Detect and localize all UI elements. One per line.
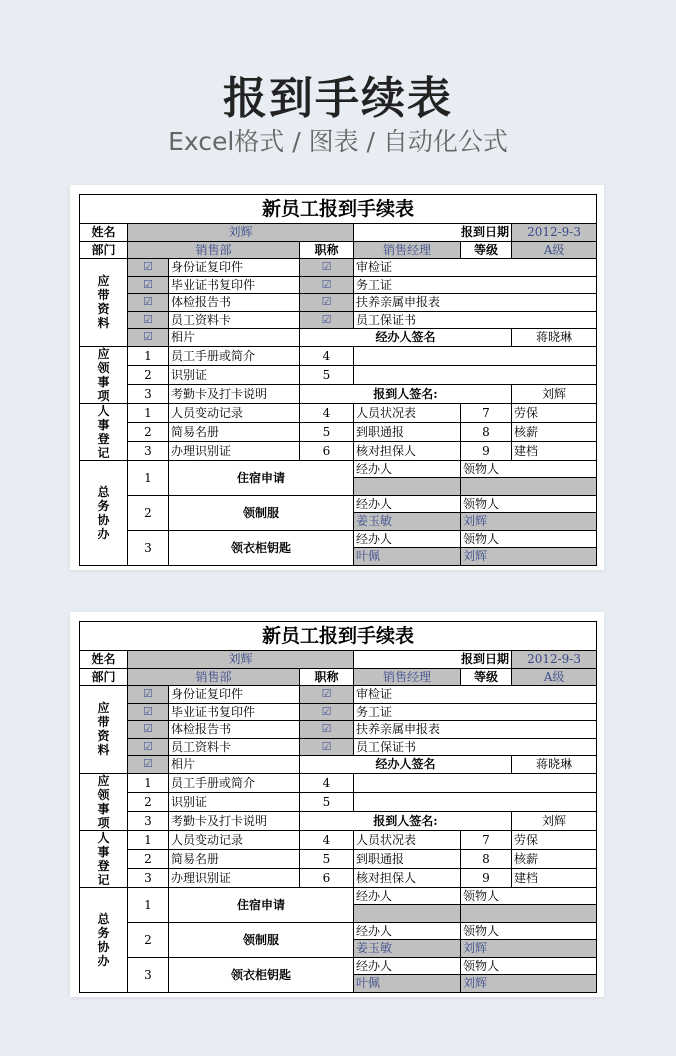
dept-label: 部门 xyxy=(80,241,128,259)
affairs-no: 2 xyxy=(128,922,169,957)
hr-item: 核对担保人 xyxy=(354,868,461,887)
bring-item: 身份证复印件 xyxy=(169,259,300,277)
receive-no-right: 5 xyxy=(300,792,354,811)
hr-item: 简易名册 xyxy=(169,849,300,868)
handler-value[interactable]: 叶佩 xyxy=(354,548,461,566)
hr-item: 到职通报 xyxy=(354,849,461,868)
bring-item: 毕业证书复印件 xyxy=(169,703,300,721)
handler-label: 经办人 xyxy=(354,887,461,905)
hr-item: 人员变动记录 xyxy=(169,403,300,422)
hr-no: 1 xyxy=(128,403,169,422)
form-card-1 xyxy=(70,185,604,570)
bring-item: 身份证复印件 xyxy=(169,686,300,704)
hr-item: 建档 xyxy=(512,868,597,887)
handler-label: 经办人 xyxy=(354,922,461,940)
section-affairs-label: 总 务 协 办 xyxy=(80,887,128,992)
receiver-value[interactable]: 刘辉 xyxy=(461,548,597,566)
checkbox-icon[interactable]: ☑ xyxy=(300,721,354,739)
hr-no: 6 xyxy=(300,868,354,887)
receiver-value[interactable] xyxy=(461,478,597,496)
handler-value[interactable] xyxy=(354,905,461,923)
bring-item-right: 扶养亲属申报表 xyxy=(354,294,597,312)
position-label: 职称 xyxy=(300,668,354,686)
hr-item: 核薪 xyxy=(512,849,597,868)
hr-item: 办理识别证 xyxy=(169,441,300,460)
hr-item: 核薪 xyxy=(512,422,597,441)
hr-no: 1 xyxy=(128,830,169,849)
bring-item: 员工资料卡 xyxy=(169,738,300,756)
hr-no: 3 xyxy=(128,868,169,887)
receive-no-right: 4 xyxy=(300,773,354,792)
receiver-label: 领物人 xyxy=(461,530,597,548)
checkbox-icon[interactable]: ☑ xyxy=(128,686,169,704)
receive-item-right[interactable] xyxy=(354,365,597,384)
receive-item: 识别证 xyxy=(169,365,300,384)
receive-no: 2 xyxy=(128,365,169,384)
handler-sign-value[interactable]: 蒋晓琳 xyxy=(512,329,597,347)
section-receive-label: 应 领 事 项 xyxy=(80,346,128,403)
checkbox-icon[interactable]: ☑ xyxy=(128,259,169,277)
dept-value[interactable]: 销售部 xyxy=(128,241,300,259)
onboarding-form-table xyxy=(79,194,597,566)
hr-no: 3 xyxy=(128,441,169,460)
reporter-sign-value[interactable]: 刘辉 xyxy=(512,811,597,830)
handler-value[interactable]: 叶佩 xyxy=(354,975,461,993)
handler-sign-label: 经办人签名 xyxy=(300,329,512,347)
section-affairs-label: 总 务 协 办 xyxy=(80,460,128,565)
receiver-value[interactable]: 刘辉 xyxy=(461,975,597,993)
handler-label: 经办人 xyxy=(354,460,461,478)
date-label: 报到日期 xyxy=(354,651,512,669)
dept-value[interactable]: 销售部 xyxy=(128,668,300,686)
receive-item-right[interactable] xyxy=(354,346,597,365)
receive-no-right: 4 xyxy=(300,346,354,365)
hr-no: 2 xyxy=(128,422,169,441)
form-sheet xyxy=(79,621,596,993)
checkbox-icon[interactable]: ☑ xyxy=(128,329,169,347)
checkbox-icon[interactable]: ☑ xyxy=(128,276,169,294)
hr-no: 2 xyxy=(128,849,169,868)
affairs-no: 3 xyxy=(128,530,169,565)
hr-no: 7 xyxy=(461,830,512,849)
date-label: 报到日期 xyxy=(354,224,512,242)
hr-item: 人员状况表 xyxy=(354,830,461,849)
bring-item-right: 扶养亲属申报表 xyxy=(354,721,597,739)
receiver-value[interactable] xyxy=(461,905,597,923)
bring-item-right: 务工证 xyxy=(354,276,597,294)
affairs-no: 2 xyxy=(128,495,169,530)
receiver-label: 领物人 xyxy=(461,460,597,478)
reporter-sign-label: 报到人签名: xyxy=(300,384,512,403)
page-title: 报到手续表 xyxy=(223,73,453,124)
receive-item-right[interactable] xyxy=(354,773,597,792)
name-label: 姓名 xyxy=(80,651,128,669)
hr-no: 6 xyxy=(300,441,354,460)
affairs-item: 领衣柜钥匙 xyxy=(169,530,354,565)
bring-item-right: 审检证 xyxy=(354,259,597,277)
receiver-value[interactable]: 刘辉 xyxy=(461,940,597,958)
onboarding-form-table xyxy=(79,621,597,993)
bring-item: 员工资料卡 xyxy=(169,311,300,329)
checkbox-icon[interactable]: ☑ xyxy=(300,703,354,721)
hr-no: 5 xyxy=(300,422,354,441)
affairs-no: 3 xyxy=(128,957,169,992)
receive-no: 3 xyxy=(128,811,169,830)
checkbox-icon[interactable]: ☑ xyxy=(128,294,169,312)
bring-item-right: 审检证 xyxy=(354,686,597,704)
section-hr-label: 人 事 登 记 xyxy=(80,403,128,460)
handler-label: 经办人 xyxy=(354,495,461,513)
name-value[interactable]: 刘辉 xyxy=(128,224,354,242)
handler-sign-value[interactable]: 蒋晓琳 xyxy=(512,756,597,774)
section-bring-label: 应 带 资 料 xyxy=(80,686,128,774)
hr-item: 劳保 xyxy=(512,830,597,849)
receive-no: 2 xyxy=(128,792,169,811)
hr-item: 办理识别证 xyxy=(169,868,300,887)
hr-item: 劳保 xyxy=(512,403,597,422)
checkbox-icon[interactable]: ☑ xyxy=(128,721,169,739)
hr-no: 8 xyxy=(461,849,512,868)
receive-no-right: 5 xyxy=(300,365,354,384)
receive-item: 员工手册或简介 xyxy=(169,346,300,365)
section-receive-label: 应 领 事 项 xyxy=(80,773,128,830)
receive-no: 1 xyxy=(128,346,169,365)
receiver-label: 领物人 xyxy=(461,957,597,975)
hr-item: 到职通报 xyxy=(354,422,461,441)
name-label: 姓名 xyxy=(80,224,128,242)
form-card-2 xyxy=(70,612,604,997)
hr-item: 建档 xyxy=(512,441,597,460)
position-label: 职称 xyxy=(300,241,354,259)
bring-item-right: 员工保证书 xyxy=(354,738,597,756)
form-title: 新员工报到手续表 xyxy=(80,195,597,224)
receive-no: 1 xyxy=(128,773,169,792)
receiver-value[interactable]: 刘辉 xyxy=(461,513,597,531)
checkbox-icon[interactable]: ☑ xyxy=(300,259,354,277)
dept-label: 部门 xyxy=(80,668,128,686)
affairs-no: 1 xyxy=(128,460,169,495)
grade-value[interactable]: A级 xyxy=(512,668,597,686)
receive-no: 3 xyxy=(128,384,169,403)
receiver-label: 领物人 xyxy=(461,887,597,905)
checkbox-icon[interactable]: ☑ xyxy=(128,311,169,329)
date-value[interactable]: 2012-9-3 xyxy=(512,651,597,669)
receive-item: 考勤卡及打卡说明 xyxy=(169,811,300,830)
checkbox-icon[interactable]: ☑ xyxy=(128,738,169,756)
handler-value[interactable] xyxy=(354,478,461,496)
grade-label: 等级 xyxy=(461,668,512,686)
hr-item: 简易名册 xyxy=(169,422,300,441)
hr-no: 9 xyxy=(461,441,512,460)
form-title: 新员工报到手续表 xyxy=(80,622,597,651)
page-subtitle: Excel格式 / 图表 / 自动化公式 xyxy=(168,127,508,156)
hr-no: 7 xyxy=(461,403,512,422)
checkbox-icon[interactable]: ☑ xyxy=(128,703,169,721)
affairs-item: 住宿申请 xyxy=(169,460,354,495)
date-value[interactable]: 2012-9-3 xyxy=(512,224,597,242)
hr-no: 4 xyxy=(300,403,354,422)
checkbox-icon[interactable]: ☑ xyxy=(300,686,354,704)
grade-label: 等级 xyxy=(461,241,512,259)
handler-value[interactable]: 姜玉敏 xyxy=(354,513,461,531)
affairs-item: 领衣柜钥匙 xyxy=(169,957,354,992)
hr-no: 5 xyxy=(300,849,354,868)
hr-no: 4 xyxy=(300,830,354,849)
receive-item: 识别证 xyxy=(169,792,300,811)
checkbox-icon[interactable]: ☑ xyxy=(300,294,354,312)
hr-no: 9 xyxy=(461,868,512,887)
checkbox-icon[interactable]: ☑ xyxy=(300,311,354,329)
grade-value[interactable]: A级 xyxy=(512,241,597,259)
bring-item: 相片 xyxy=(169,329,300,347)
checkbox-icon[interactable]: ☑ xyxy=(300,276,354,294)
bring-item: 体检报告书 xyxy=(169,721,300,739)
checkbox-icon[interactable]: ☑ xyxy=(128,756,169,774)
bring-item: 相片 xyxy=(169,756,300,774)
bring-item: 体检报告书 xyxy=(169,294,300,312)
hr-no: 8 xyxy=(461,422,512,441)
receive-item: 考勤卡及打卡说明 xyxy=(169,384,300,403)
affairs-item: 住宿申请 xyxy=(169,887,354,922)
handler-label: 经办人 xyxy=(354,530,461,548)
section-hr-label: 人 事 登 记 xyxy=(80,830,128,887)
receiver-label: 领物人 xyxy=(461,495,597,513)
position-value[interactable]: 销售经理 xyxy=(354,241,461,259)
handler-value[interactable]: 姜玉敏 xyxy=(354,940,461,958)
checkbox-icon[interactable]: ☑ xyxy=(300,738,354,756)
receive-item: 员工手册或简介 xyxy=(169,773,300,792)
bring-item: 毕业证书复印件 xyxy=(169,276,300,294)
affairs-no: 1 xyxy=(128,887,169,922)
affairs-item: 领制服 xyxy=(169,922,354,957)
handler-sign-label: 经办人签名 xyxy=(300,756,512,774)
hr-item: 人员变动记录 xyxy=(169,830,300,849)
reporter-sign-value[interactable]: 刘辉 xyxy=(512,384,597,403)
affairs-item: 领制服 xyxy=(169,495,354,530)
hr-item: 人员状况表 xyxy=(354,403,461,422)
receive-item-right[interactable] xyxy=(354,792,597,811)
bring-item-right: 务工证 xyxy=(354,703,597,721)
handler-label: 经办人 xyxy=(354,957,461,975)
section-bring-label: 应 带 资 料 xyxy=(80,259,128,347)
receiver-label: 领物人 xyxy=(461,922,597,940)
name-value[interactable]: 刘辉 xyxy=(128,651,354,669)
position-value[interactable]: 销售经理 xyxy=(354,668,461,686)
reporter-sign-label: 报到人签名: xyxy=(300,811,512,830)
form-sheet xyxy=(79,194,596,566)
hr-item: 核对担保人 xyxy=(354,441,461,460)
bring-item-right: 员工保证书 xyxy=(354,311,597,329)
